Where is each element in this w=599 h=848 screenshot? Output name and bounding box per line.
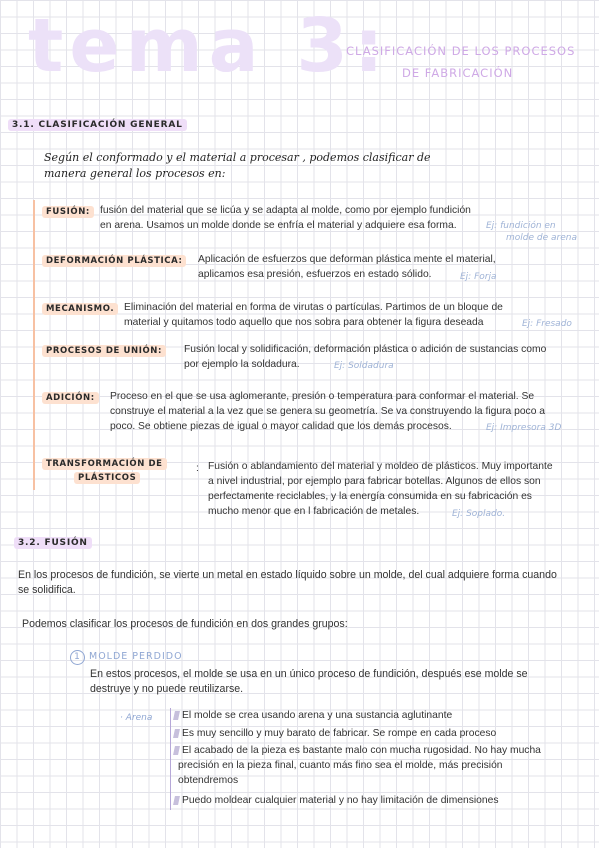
term-adicion: ADICIÓN: [42,392,99,404]
term-transformacion-desc-1: Fusión o ablandamiento del material y moldeo de plásticos. Muy importante [208,461,553,472]
list-side-bar [33,200,35,490]
term-transformacion-line2: PLÁSTICOS [74,472,140,484]
term-mecanismo-desc-1: Eliminación del material en forma de virutas o partículas. Partimos de un bloque de [124,302,503,313]
example-adicion: Ej: Impresora 3D [486,423,562,433]
term-deformacion-desc-2: aplicamos esa presión, esfuerzos en estado sólido. [198,269,432,280]
term-mecanismo-desc-2: material y quitamos todo aquello que nos sobra para obtener la figura deseada [124,317,484,328]
fusion-para-1-line-2: se solidifica. [18,584,76,596]
term-adicion-desc-2: construye el material a la vez que se genera su geometría. Se va construyendo la figura poco a [110,406,546,417]
example-union: Ej: Soldadura [334,361,394,371]
term-adicion-desc-3: poco. Se obtiene piezas de igual o mayor calidad que los demás procesos. [110,421,452,432]
section-heading-clasificacion [8,120,187,130]
arena-bullet-3: El acabado de la pieza es bastante malo con mucha rugosidad. No hay mucha [174,744,541,759]
term-adicion-desc-1: Proceso en el que se usa aglomerante, presión o temperatura para conformar el material. Se [110,391,535,402]
term-transformacion-desc-2: a nivel industrial, por ejemplo para fabricar botellas. Algunos de ellos son [208,476,541,487]
term-deformacion-desc-1: Aplicación de esfuerzos que deforman plástica mente el material, [198,254,496,265]
term-fusion: FUSIÓN: [42,206,94,218]
bullet-marker-icon [173,746,180,755]
term-union-desc-1: Fusión local y solidificación, deformación plástica o adición de sustancias como [184,344,547,355]
term-union-desc-2: por ejemplo la soldadura. [184,359,300,370]
fusion-para-1-line-1: En los procesos de fundición, se vierte un metal en estado líquido sobre un molde, del cual adquiere forma cuando [18,569,557,581]
section-heading-fusion-label: 3.2. FUSIÓN [14,537,92,549]
page-subtitle-line1: CLASIFICACIÓN DE LOS PROCESOS [346,44,576,58]
term-transformacion: TRANSFORMACIÓN DE [42,458,167,470]
term-fusion-desc-1: fusión del material que se licúa y se adapta al molde, como por ejemplo fundición [100,205,471,216]
term-transformacion-colon: : [196,463,199,474]
arena-brace [170,708,171,810]
arena-bullet-2: Es muy sencillo y muy barato de fabricar. Se rompe en cada proceso [174,727,496,742]
term-mecanismo: MECANISMO. [42,303,118,315]
group-desc-line-2: destruye y no puede reutilizarse. [90,683,244,695]
bullet-marker-icon [173,729,180,738]
arena-bullet-3-line-3: obtendremos [178,775,239,786]
group-molde-perdido-heading [70,650,183,665]
page-title: tema 3: [28,3,390,89]
bullet-marker-icon [173,711,180,720]
group-number-circle: 1 [70,650,85,665]
page-subtitle-line2: DE FABRICACIÓN [402,66,514,80]
term-deformacion: DEFORMACIÓN PLÁSTICA: [42,255,186,267]
example-mecanismo: Ej: Fresado [522,319,572,329]
arena-label: · Arena [120,713,153,723]
group-desc-line-1: En estos procesos, el molde se usa en un único proceso de fundición, después ese molde se [90,668,528,680]
arena-bullet-4: Puedo moldear cualquier material y no hay limitación de dimensiones [174,794,499,809]
example-deformacion: Ej: Forja [460,272,497,282]
group-title: MOLDE PERDIDO [89,651,183,662]
fusion-para-2: Podemos clasificar los procesos de fundición en dos grandes grupos: [22,618,348,630]
section-heading-label: 3.1. CLASIFICACIÓN GENERAL [8,119,187,131]
arena-bullet-3-line-2: precisión en la pieza final, cuanto más fino sea el molde, más precisión [178,760,503,771]
term-transformacion-desc-3: perfectamente reciclables, y la energía consumida en su fabricación es [208,491,532,502]
section-heading-fusion [14,538,92,548]
example-transformacion: Ej: Soplado. [452,509,506,519]
arena-bullet-1: El molde se crea usando arena y una sustancia aglutinante [174,709,452,724]
intro-line-2: manera general los procesos en: [44,167,226,180]
bullet-marker-icon [173,796,180,805]
example-fusion-1: Ej: fundición en [486,221,556,231]
term-union: PROCESOS DE UNIÓN: [42,345,166,357]
term-fusion-desc-2: en arena. Usamos un molde donde se enfría el material y adquiere esa forma. [100,220,457,231]
example-fusion-2: molde de arena [506,233,577,243]
intro-line-1: Según el conformado y el material a procesar , podemos clasificar de [44,151,431,164]
term-transformacion-desc-4: mucho menor que en l fabricación de metales. [208,506,420,517]
